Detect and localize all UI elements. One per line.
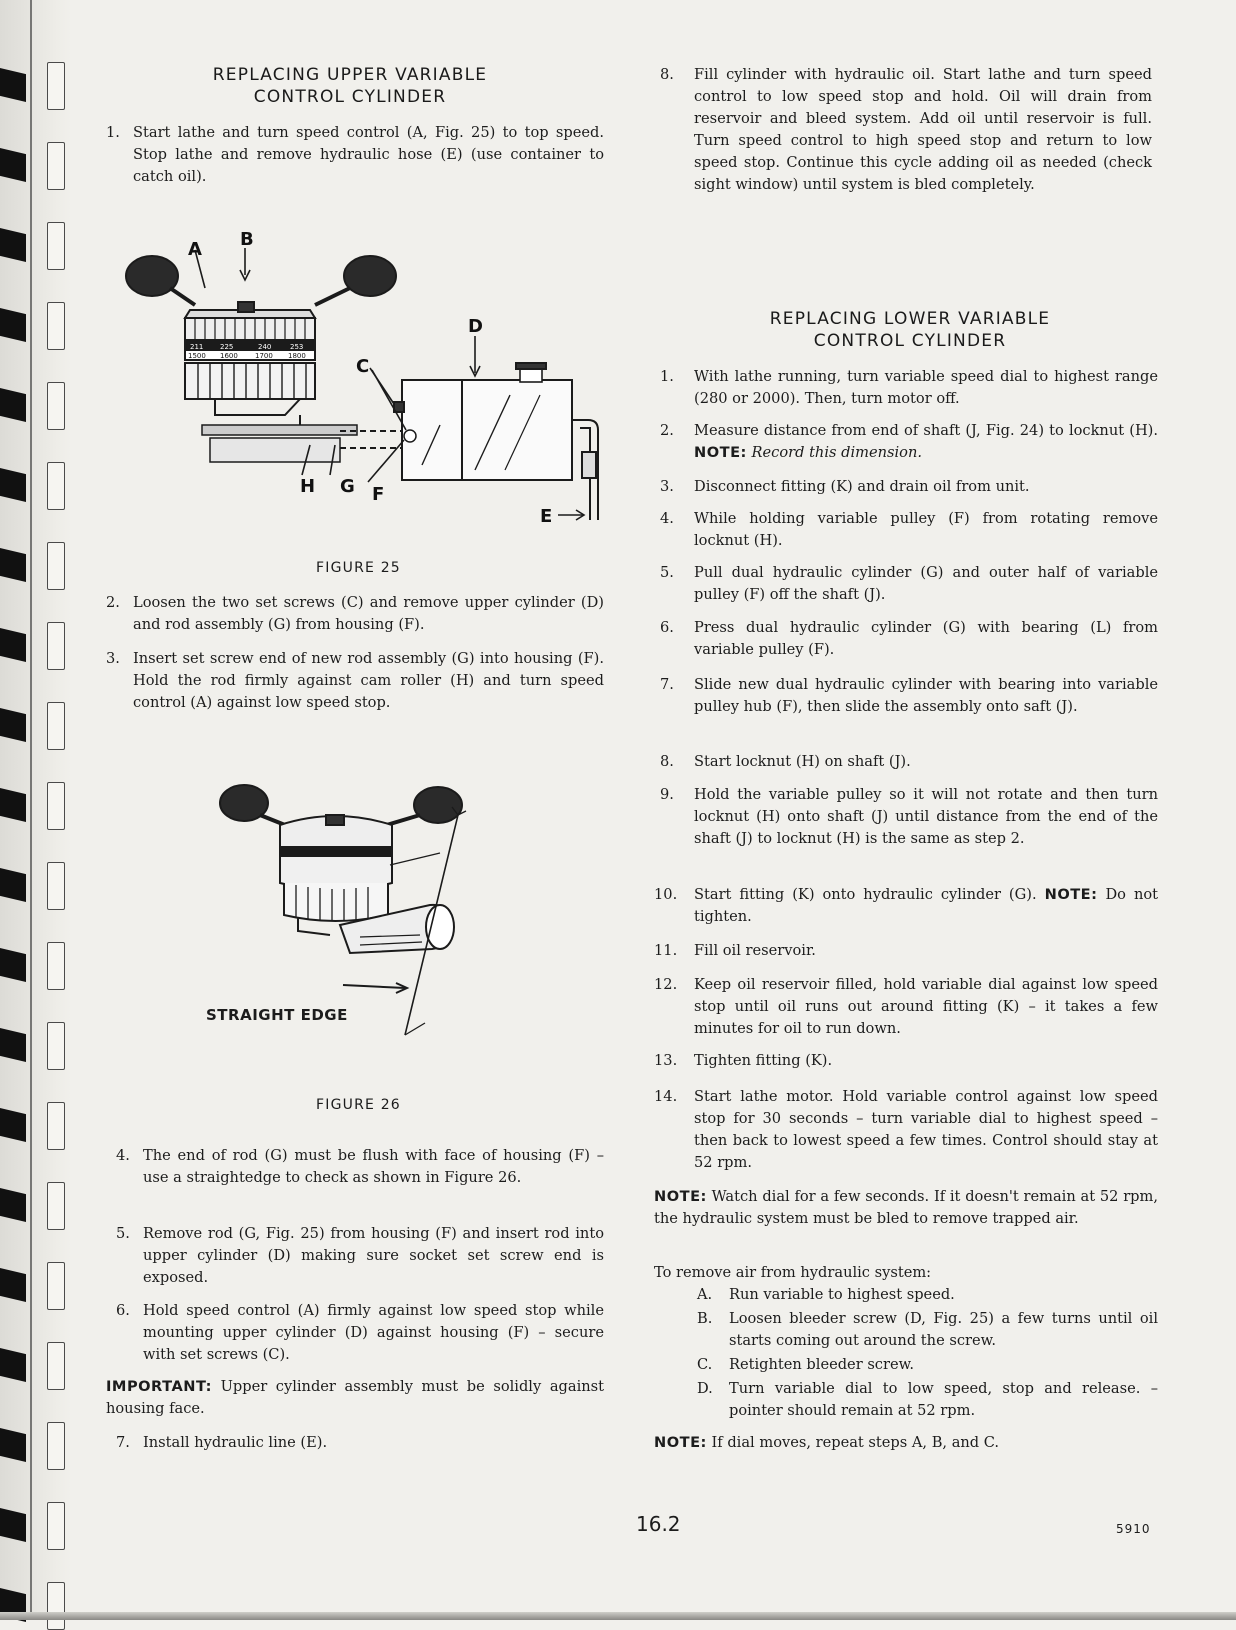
step-text: Slide new dual hydraulic cylinder with bearing into variable pulley hub (F), then slide the assembly onto saft (J). [694, 676, 1158, 715]
straight-edge-label: STRAIGHT EDGE [206, 1006, 348, 1024]
figure-25-diagram [110, 230, 610, 550]
right-step [654, 940, 1158, 962]
left-step-6 [116, 1300, 604, 1366]
binding-hole [47, 222, 65, 270]
right-step [654, 974, 1158, 1040]
step-text: Start lathe and turn speed control (A, Fig. 25) to top speed. Stop lathe and remove hydraulic hose (E) (use container to catch oil). [133, 124, 604, 185]
step-text: Run variable to highest speed. [729, 1286, 955, 1303]
step-number: 7. [116, 1434, 130, 1451]
label-d: D [468, 316, 483, 337]
label-c: C [356, 356, 370, 377]
note-text: Record this dimension. [751, 444, 922, 461]
note-text: Do not tighten. [694, 886, 1158, 925]
right-step [660, 562, 1158, 606]
step-number: 11. [654, 942, 678, 959]
step-text: Press dual hydraulic cylinder (G) with bearing (L) from variable pulley (F). [694, 619, 1158, 658]
left-heading [150, 64, 550, 108]
right-step [660, 617, 1158, 661]
step-number: 12. [654, 976, 678, 993]
left-step-4 [116, 1145, 604, 1189]
dial-top-mark-2: 225 [220, 343, 234, 351]
step-text: While holding variable pulley (F) from rotating remove locknut (H). [694, 510, 1158, 549]
right-step [660, 366, 1158, 410]
step-letter: C. [697, 1356, 713, 1373]
step-number: 4. [116, 1147, 130, 1164]
left-step-3 [106, 648, 604, 714]
step-number: 10. [654, 886, 678, 903]
step-number: 13. [654, 1052, 678, 1069]
dial-top-mark-3: 240 [258, 343, 272, 351]
step-letter: B. [697, 1310, 713, 1327]
dial-top-mark-4: 253 [290, 343, 304, 351]
step-text: Start locknut (H) on shaft (J). [694, 753, 911, 770]
note-label: NOTE: [654, 1434, 707, 1451]
binding-hole [47, 1342, 65, 1390]
note-label: NOTE: [694, 444, 747, 461]
step-text: Loosen the two set screws (C) and remove upper cylinder (D) and rod assembly (G) from housing (F). [133, 594, 604, 633]
step-number: 14. [654, 1088, 678, 1105]
binding-hole [47, 62, 65, 110]
step-text: Loosen bleeder screw (D, Fig. 25) a few turns until oil starts coming out around the screw. [729, 1310, 1158, 1349]
figure-26-caption: FIGURE 26 [316, 1097, 401, 1113]
step-text: Turn variable dial to low speed, stop and release. – pointer should remain at 52 rpm. [729, 1380, 1158, 1419]
step-number: 4. [660, 510, 674, 527]
step-text: Measure distance from end of shaft (J, Fig. 24) to locknut (H). [694, 422, 1158, 439]
right-heading [700, 308, 1120, 352]
label-e: E [540, 506, 553, 527]
binding-hole [47, 702, 65, 750]
right-step [660, 784, 1158, 850]
left-heading-line-2: CONTROL CYLINDER [253, 87, 447, 107]
note-trapped-air [654, 1186, 1158, 1230]
step-number: 8. [660, 66, 674, 83]
note-label: NOTE: [1044, 886, 1098, 903]
important-text: Upper cylinder assembly must be solidly against housing face. [106, 1378, 605, 1417]
right-step [660, 476, 1158, 498]
binding-hole [47, 942, 65, 990]
step-number: 8. [660, 753, 674, 770]
right-step-8 [660, 64, 1152, 196]
step-text: Start lathe motor. Hold variable control against low speed stop for 30 seconds – turn variable dial to highest speed – then back to lowest speed a few times. Control should stay at 52 rpm. [694, 1088, 1158, 1171]
note-text: Watch dial for a few seconds. If it doesn't remain at 52 rpm, the hydraulic system must be bled to remove trapped air. [654, 1188, 1158, 1227]
step-letter: D. [697, 1380, 713, 1397]
step-text: Disconnect fitting (K) and drain oil from unit. [694, 478, 1030, 495]
binding-hole [47, 1422, 65, 1470]
step-text: Hold speed control (A) firmly against low speed stop while mounting upper cylinder (D) against housing (F) – secure with set screws (C). [143, 1302, 604, 1363]
note-text: If dial moves, repeat steps A, B, and C. [711, 1434, 1000, 1451]
step-text: Insert set screw end of new rod assembly (G) into housing (F). Hold the rod firmly against cam roller (H) and turn speed control (A) against low speed stop. [133, 650, 604, 711]
right-heading-line-2: CONTROL CYLINDER [813, 331, 1007, 351]
right-step [654, 1050, 1158, 1072]
binding-hole [47, 302, 65, 350]
label-f: F [372, 484, 385, 505]
step-number: 2. [660, 422, 674, 439]
dial-bottom-mark-3: 1700 [255, 352, 273, 360]
page-number: 16.2 [636, 1512, 681, 1536]
page-bottom-edge [0, 1612, 1236, 1620]
document-code: 5910 [1116, 1522, 1151, 1536]
label-h: H [300, 476, 316, 497]
step-number: 5. [660, 564, 674, 581]
binding-hole [47, 622, 65, 670]
step-number: 6. [660, 619, 674, 636]
air-step [697, 1308, 1158, 1352]
step-text: Fill cylinder with hydraulic oil. Start lathe and turn speed control to low speed stop and hold. Oil will drain from reservoir and bleed system. Add oil until reservoir is full. Turn speed control to high speed stop and return to low speed stop. Continue this cycle adding oil as needed (check sight window) until system is bled completely. [694, 66, 1152, 193]
important-note [106, 1376, 604, 1420]
step-number: 7. [660, 676, 674, 693]
note-dial-moves [654, 1432, 1158, 1454]
binding-hole [47, 1182, 65, 1230]
step-number: 1. [660, 368, 674, 385]
binding-hole [47, 142, 65, 190]
right-knob [344, 256, 396, 296]
right-heading-line-1: REPLACING LOWER VARIABLE [769, 309, 1051, 329]
step-number: 3. [660, 478, 674, 495]
label-a: A [188, 239, 202, 260]
dial-top-mark-1: 211 [190, 343, 204, 351]
step-text: With lathe running, turn variable speed dial to highest range (280 or 2000). Then, turn motor off. [694, 368, 1158, 407]
right-step [660, 508, 1158, 552]
step-text: Hold the variable pulley so it will not rotate and then turn locknut (H) onto shaft (J) until distance from the end of the shaft (J) to locknut (H) is the same as step 2. [694, 786, 1158, 847]
right-step [660, 674, 1158, 718]
step-text: Pull dual hydraulic cylinder (G) and outer half of variable pulley (F) off the shaft (J). [694, 564, 1158, 603]
important-label: IMPORTANT: [106, 1378, 212, 1395]
step-number: 3. [106, 650, 120, 667]
page-edge-line [30, 0, 32, 1620]
step-text: Start fitting (K) onto hydraulic cylinder (G). [694, 886, 1037, 903]
step-number: 2. [106, 594, 120, 611]
air-step [697, 1284, 1158, 1306]
step-text: Remove rod (G, Fig. 25) from housing (F) and insert rod into upper cylinder (D) making sure socket set screw end is exposed. [143, 1225, 604, 1286]
figure-26-diagram [200, 775, 500, 1075]
left-step-7 [116, 1432, 604, 1454]
binding-hole [47, 1102, 65, 1150]
step-text: The end of rod (G) must be flush with face of housing (F) – use a straightedge to check as shown in Figure 26. [143, 1147, 604, 1186]
step-text: Fill oil reservoir. [694, 942, 816, 959]
air-step [697, 1378, 1158, 1422]
step-number: 9. [660, 786, 674, 803]
label-b: B [240, 230, 254, 250]
air-step [697, 1354, 1158, 1376]
left-step-1 [106, 122, 604, 188]
step-number: 1. [106, 124, 120, 141]
step-letter: A. [697, 1286, 713, 1303]
left-heading-line-1: REPLACING UPPER VARIABLE [212, 65, 488, 85]
right-step [660, 751, 1158, 773]
binding-hole [47, 1502, 65, 1550]
left-step-5 [116, 1223, 604, 1289]
air-intro: To remove air from hydraulic system: [654, 1264, 932, 1281]
binding-hole [47, 1022, 65, 1070]
dial-bottom-mark-1: 1500 [188, 352, 206, 360]
binding-hole [47, 382, 65, 430]
binding-hole [47, 1582, 65, 1630]
right-step [660, 420, 1158, 464]
right-step [654, 1086, 1158, 1174]
dial-bottom-mark-2: 1600 [220, 352, 238, 360]
left-step-2 [106, 592, 604, 636]
step-text: Retighten bleeder screw. [729, 1356, 914, 1373]
binding-hole [47, 462, 65, 510]
step-number: 5. [116, 1225, 130, 1242]
binding-hole [47, 542, 65, 590]
step-text: Keep oil reservoir filled, hold variable dial against low speed stop until oil runs out around fitting (K) – it takes a few minutes for oil to run down. [694, 976, 1158, 1037]
binding-hole [47, 862, 65, 910]
step-number: 6. [116, 1302, 130, 1319]
step-text: Tighten fitting (K). [694, 1052, 833, 1069]
figure-25-caption: FIGURE 25 [316, 560, 401, 576]
right-step [654, 884, 1158, 928]
label-g: G [340, 476, 355, 497]
step-text: Install hydraulic line (E). [143, 1434, 328, 1451]
binding-hole [47, 782, 65, 830]
dial-bottom-mark-4: 1800 [288, 352, 306, 360]
note-label: NOTE: [654, 1188, 707, 1205]
binding-hole [47, 1262, 65, 1310]
